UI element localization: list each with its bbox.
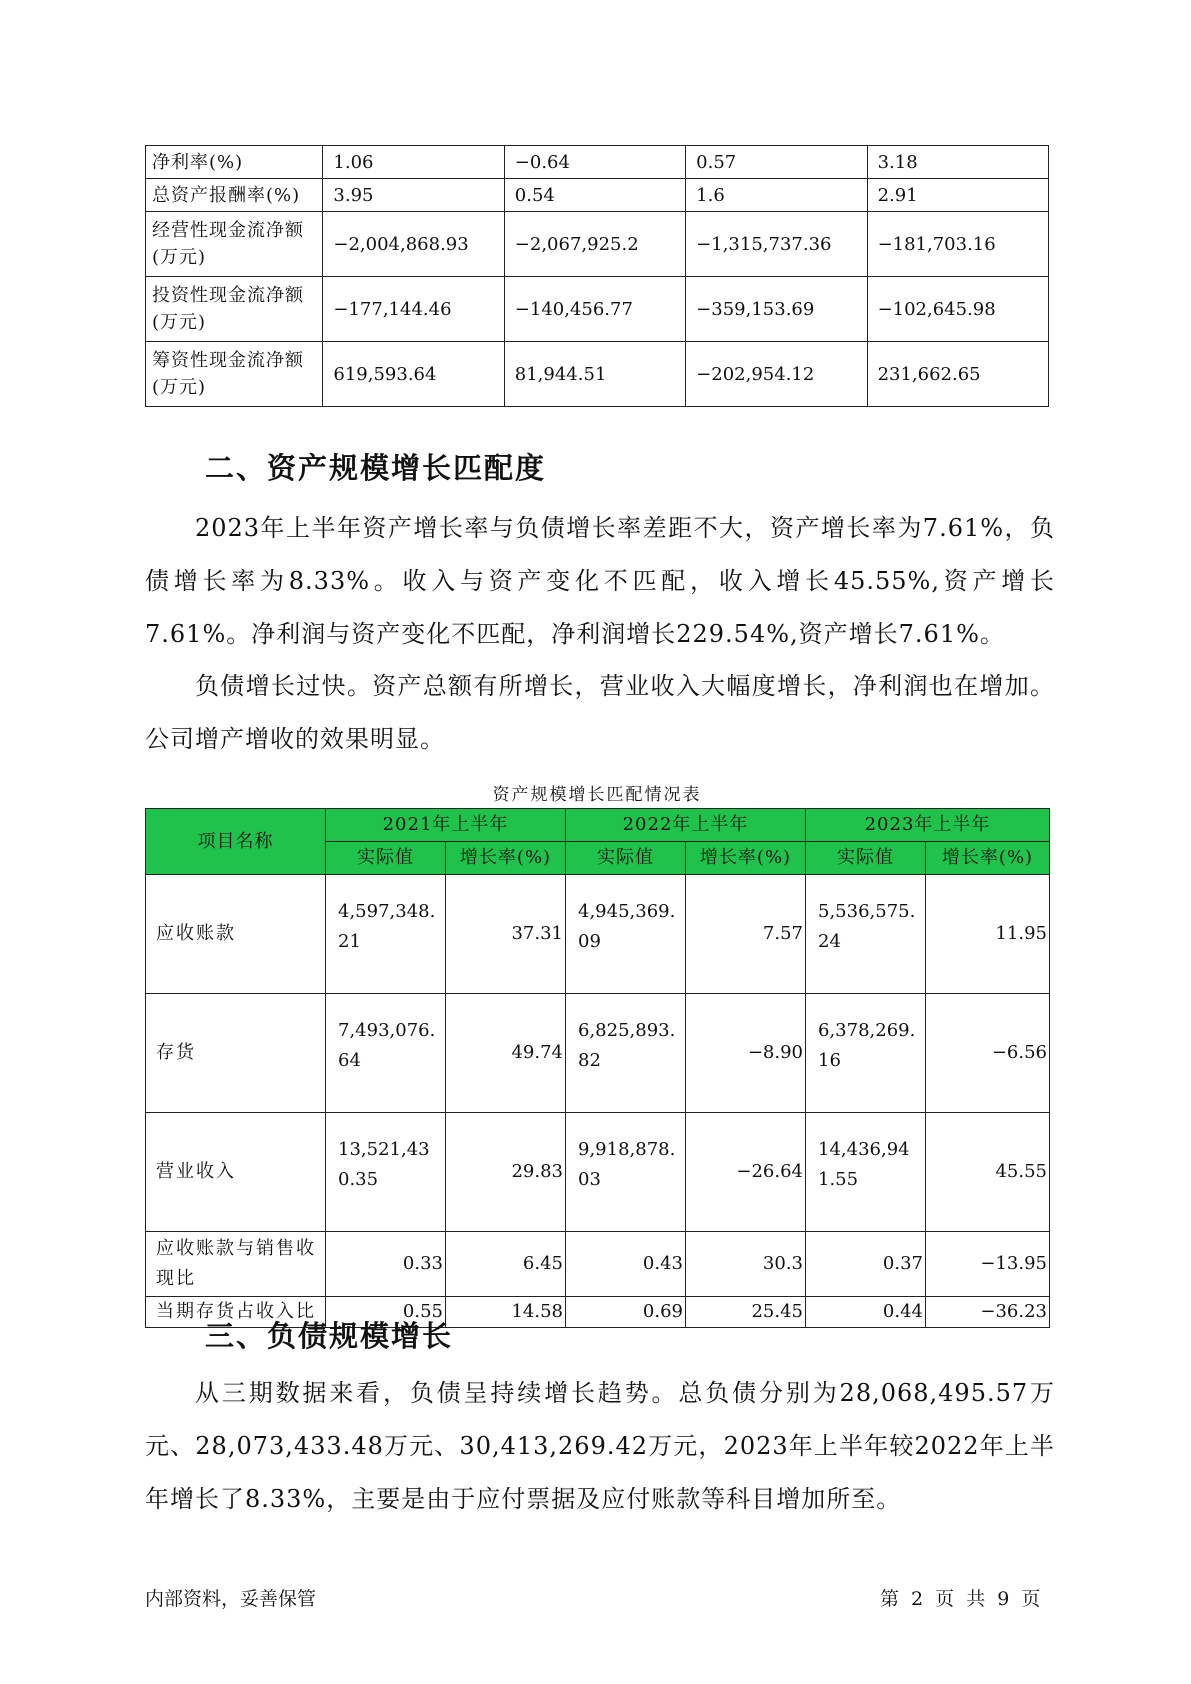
paragraph: 2023年上半年资产增长率与负债增长率差距不大，资产增长率为7.61%，负债增长率为8.33%。收入与资产变化不匹配，收入增长45.55%,资产增长7.61%。净利润与资产变化不匹配，净利润增长229.54%,资产增长7.61%。 [145,514,1055,648]
table-cell: −202,954.12 [686,342,867,407]
table-cell: 5,536,575.24 [806,875,926,994]
row-label: 应收账款与销售收现比 [146,1232,326,1297]
table-cell: −13.95 [926,1232,1050,1297]
table-cell: 0.43 [566,1232,686,1297]
table-cell: 3.18 [867,146,1048,179]
table-row [146,875,1050,994]
row-label: 营业收入 [146,1113,326,1232]
paragraph: 负债增长过快。资产总额有所增长，营业收入大幅度增长，净利润也在增加。公司增产增收的效果明显。 [145,672,1055,753]
row-label: 当期存货占收入比 [146,1297,326,1328]
table-cell: −102,645.98 [867,277,1048,342]
row-label: 应收账款 [146,875,326,994]
row-label: 总资产报酬率(%) [146,179,323,212]
footer-confidential-note: 内部资料，妥善保管 [145,1588,317,1610]
table-cell: 6,825,893.82 [566,994,686,1113]
table-cell: 2.91 [867,179,1048,212]
table-cell: 9,918,878.03 [566,1113,686,1232]
column-header-period: 2021年上半年 [326,809,566,842]
table-cell: 81,944.51 [504,342,685,407]
table-cell: −359,153.69 [686,277,867,342]
table-caption: 资产规模增长匹配情况表 [492,785,702,805]
section-heading: 三、负债规模增长 [205,1319,454,1353]
table-cell: 7,493,076.64 [326,994,446,1113]
table-cell: 7.57 [686,875,806,994]
asset-growth-match-table [145,808,1050,1328]
column-header-actual: 实际值 [326,842,446,875]
table-cell: 0.54 [504,179,685,212]
table-row [146,342,1049,407]
table-cell: 6,378,269.16 [806,994,926,1113]
table-cell: 0.33 [326,1232,446,1297]
table-cell: 619,593.64 [323,342,504,407]
table-cell: 37.31 [446,875,566,994]
table-cell: 3.95 [323,179,504,212]
table-cell: −1,315,737.36 [686,212,867,277]
table-cell: 45.55 [926,1113,1050,1232]
table-row [146,212,1049,277]
table-cell: −2,067,925.2 [504,212,685,277]
column-header-period: 2022年上半年 [566,809,806,842]
table-cell: 0.69 [566,1297,686,1328]
table-cell: 231,662.65 [867,342,1048,407]
table-row [146,179,1049,212]
table-row [146,146,1049,179]
row-label: 存货 [146,994,326,1113]
table-cell: 14.58 [446,1297,566,1328]
row-label: 筹资性现金流净额(万元) [146,342,323,407]
column-header-item: 项目名称 [146,809,326,875]
table-cell: −2,004,868.93 [323,212,504,277]
table-cell: 1.6 [686,179,867,212]
table-cell: 6.45 [446,1232,566,1297]
table-row [146,1232,1050,1297]
row-label: 净利率(%) [146,146,323,179]
table-row [146,1113,1050,1232]
table-cell: 4,597,348.21 [326,875,446,994]
paragraph: 从三期数据来看，负债呈持续增长趋势。总负债分别为28,068,495.57万元、28,073,433.48万元、30,413,269.42万元，2023年上半年较2022年上半年增长了8.33%，主要是由于应付票据及应付账款等科目增加所至。 [145,1379,1055,1513]
table-cell: 11.95 [926,875,1050,994]
column-header-actual: 实际值 [566,842,686,875]
section-heading: 二、资产规模增长匹配度 [205,451,547,485]
table-cell: −36.23 [926,1297,1050,1328]
table-cell: 30.3 [686,1232,806,1297]
table-cell: −26.64 [686,1113,806,1232]
column-header-period: 2023年上半年 [806,809,1050,842]
table-cell: −6.56 [926,994,1050,1113]
table-row [146,277,1049,342]
table-cell: 14,436,941.55 [806,1113,926,1232]
row-label: 经营性现金流净额(万元) [146,212,323,277]
column-header-actual: 实际值 [806,842,926,875]
table-cell: 0.57 [686,146,867,179]
table-cell: 13,521,430.35 [326,1113,446,1232]
table-cell: 0.37 [806,1232,926,1297]
table-cell: 49.74 [446,994,566,1113]
financial-indicators-table [145,145,1049,407]
column-header-growth: 增长率(%) [686,842,806,875]
table-cell: −140,456.77 [504,277,685,342]
table-cell: −177,144.46 [323,277,504,342]
table-cell: 0.55 [326,1297,446,1328]
table-cell: 4,945,369.09 [566,875,686,994]
table-cell: 0.44 [806,1297,926,1328]
page-number: 第 2 页 共 9 页 [880,1588,1041,1610]
column-header-growth: 增长率(%) [926,842,1050,875]
row-label: 投资性现金流净额(万元) [146,277,323,342]
table-cell: −0.64 [504,146,685,179]
table-cell: 29.83 [446,1113,566,1232]
table-row [146,994,1050,1113]
table-cell: −8.90 [686,994,806,1113]
table-cell: 1.06 [323,146,504,179]
table-cell: −181,703.16 [867,212,1048,277]
table-cell: 25.45 [686,1297,806,1328]
column-header-growth: 增长率(%) [446,842,566,875]
